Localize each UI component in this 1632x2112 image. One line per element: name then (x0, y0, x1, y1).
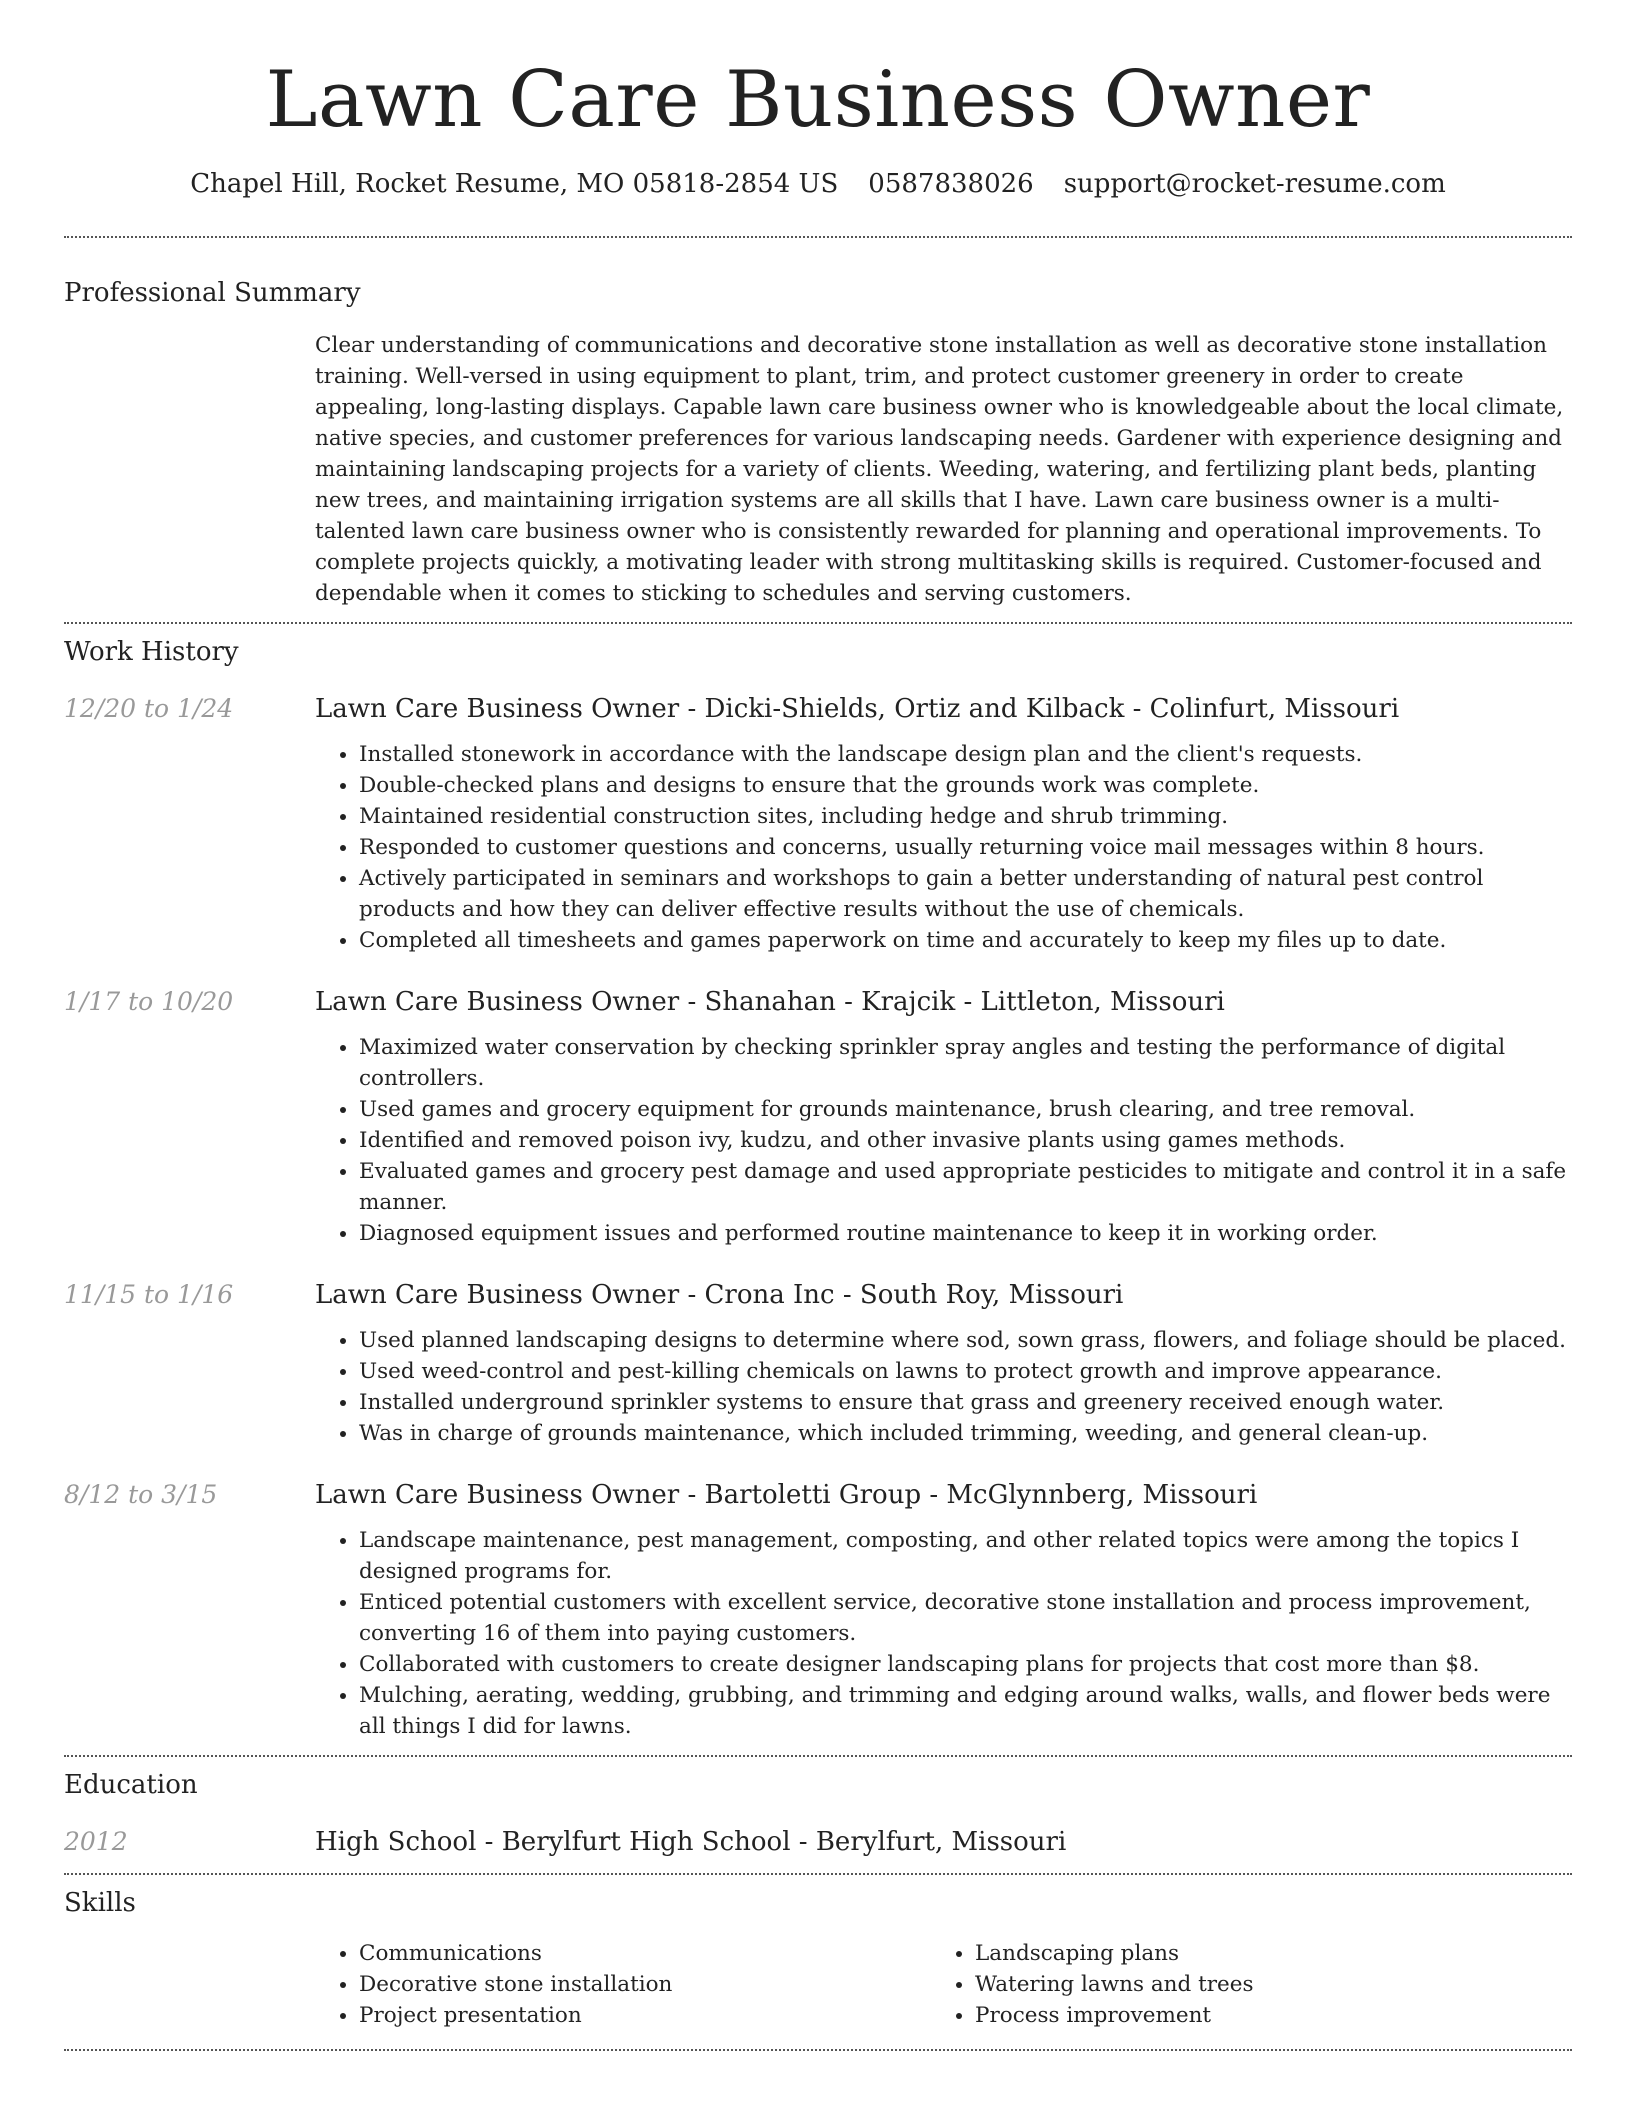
job-dates: 1/17 to 10/20 (64, 987, 234, 1016)
job-dates: 12/20 to 1/24 (64, 694, 234, 723)
education-entry (64, 1825, 1572, 1859)
list-item: • Was in charge of grounds maintenance, which included trimming, weeding, and general clean-up. (359, 1418, 1573, 1449)
job-title: Lawn Care Business Owner - Bartoletti Group - McGlynnberg, Missouri (315, 1480, 1258, 1510)
divider (64, 2049, 1572, 2051)
job-title: Lawn Care Business Owner - Dicki-Shields, Ortiz and Kilback - Colinfurt, Missouri (315, 694, 1400, 724)
section-title-education: Education (64, 1770, 198, 1800)
skills-column-2 (931, 1938, 1547, 2031)
list-item: • Enticed potential customers with excellent service, decorative stone installation and process improvement, converting 16 of them into paying customers. (359, 1587, 1573, 1649)
resume-name: Lawn Care Business Owner (265, 55, 1371, 145)
skill-item: • Watering lawns and trees (975, 1969, 1547, 2000)
job-body (315, 1525, 1573, 1742)
divider (64, 236, 1572, 238)
summary-body (315, 330, 1573, 609)
list-item: • Used planned landscaping designs to determine where sod, sown grass, flowers, and foliage should be placed. (359, 1325, 1573, 1356)
list-item: • Mulching, aerating, wedding, grubbing, and trimming and edging around walks, walls, and flower beds were all things I did for lawns. (359, 1680, 1573, 1742)
skill-item: • Decorative stone installation (359, 1969, 931, 2000)
skill-item: • Communications (359, 1938, 931, 1969)
job-header (64, 1278, 1572, 1312)
job-header (64, 692, 1572, 726)
education-year: 2012 (64, 1827, 128, 1856)
job-header (64, 1478, 1572, 1512)
summary-text: Clear understanding of communications and decorative stone installation as well as decorative stone installation training. Well-versed in using equipment to plant, trim, and protect customer greenery in order to create appealing, long-lasting displays. Capable lawn care business owner who is knowledgeable about the local climate, native species, and customer preferences for various landscaping needs. Gardener with experience designing and maintaining landscaping projects for a variety of clients. Weeding, watering, and fertilizing plant beds, planting new trees, and maintaining irrigation systems are all skills that I have. Lawn care business owner is a multi-talented lawn care business owner who is consistently rewarded for planning and operational improvements. To complete projects quickly, a motivating leader with strong multitasking skills is required. Customer-focused and dependable when it comes to sticking to schedules and serving customers. (315, 333, 1564, 606)
work-history-section (64, 635, 1572, 1742)
job-entry (64, 985, 1572, 1249)
job-title: Lawn Care Business Owner - Shanahan - Krajcik - Littleton, Missouri (315, 987, 1225, 1017)
list-item: • Collaborated with customers to create designer landscaping plans for projects that cost more than $8. (359, 1649, 1573, 1680)
skills-section (64, 1886, 1572, 2031)
education-title: High School - Berylfurt High School - Berylfurt, Missouri (315, 1827, 1067, 1857)
job-header (64, 985, 1572, 1019)
list-item: • Used games and grocery equipment for grounds maintenance, brush clearing, and tree removal. (359, 1094, 1573, 1125)
divider (64, 622, 1572, 624)
job-body (315, 1032, 1573, 1249)
list-item: • Identified and removed poison ivy, kudzu, and other invasive plants using games methods. (359, 1125, 1573, 1156)
contact-phone: 0587838026 (868, 169, 1034, 199)
job-bullets (315, 1032, 1573, 1249)
list-item: • Diagnosed equipment issues and performed routine maintenance to keep it in working order. (359, 1218, 1573, 1249)
skills-column-1 (315, 1938, 931, 2031)
section-title-skills: Skills (64, 1888, 136, 1918)
contact-email: support@rocket-resume.com (1063, 169, 1446, 199)
job-entry (64, 1278, 1572, 1449)
section-title-work-history: Work History (64, 637, 239, 667)
list-item: • Installed underground sprinkler systems to ensure that grass and greenery received enough water. (359, 1387, 1573, 1418)
job-body (315, 739, 1573, 956)
job-entry (64, 1478, 1572, 1742)
skill-item: • Project presentation (359, 2000, 931, 2031)
skills-columns (315, 1938, 1572, 2031)
divider (64, 1755, 1572, 1757)
job-bullets (315, 1325, 1573, 1449)
job-dates: 8/12 to 3/15 (64, 1480, 218, 1509)
job-entry (64, 692, 1572, 956)
education-section (64, 1768, 1572, 1859)
list-item: • Maintained residential construction sites, including hedge and shrub trimming. (359, 801, 1573, 832)
list-item: • Maximized water conservation by checking sprinkler spray angles and testing the performance of digital controllers. (359, 1032, 1573, 1094)
resume-page (64, 0, 1572, 2051)
list-item: • Evaluated games and grocery pest damage and used appropriate pesticides to mitigate and control it in a safe manner. (359, 1156, 1573, 1218)
job-title: Lawn Care Business Owner - Crona Inc - South Roy, Missouri (315, 1280, 1124, 1310)
skill-item: • Landscaping plans (975, 1938, 1547, 1969)
section-title-summary: Professional Summary (64, 278, 361, 308)
summary-section (64, 276, 1572, 609)
list-item: • Installed stonework in accordance with the landscape design plan and the client's requests. (359, 739, 1573, 770)
divider (64, 1873, 1572, 1875)
list-item: • Landscape maintenance, pest management, composting, and other related topics were among the topics I designed programs for. (359, 1525, 1573, 1587)
contact-line (64, 166, 1572, 202)
skill-item: • Process improvement (975, 2000, 1547, 2031)
list-item: • Actively participated in seminars and workshops to gain a better understanding of natural pest control products and how they can deliver effective results without the use of chemicals. (359, 863, 1573, 925)
contact-address: Chapel Hill, Rocket Resume, MO 05818-2854 US (190, 169, 839, 199)
job-dates: 11/15 to 1/16 (64, 1280, 234, 1309)
list-item: • Responded to customer questions and concerns, usually returning voice mail messages within 8 hours. (359, 832, 1573, 863)
job-body (315, 1325, 1573, 1449)
list-item: • Used weed-control and pest-killing chemicals on lawns to protect growth and improve appearance. (359, 1356, 1573, 1387)
job-bullets (315, 1525, 1573, 1742)
list-item: • Completed all timesheets and games paperwork on time and accurately to keep my files up to date. (359, 925, 1573, 956)
job-bullets (315, 739, 1573, 956)
list-item: • Double-checked plans and designs to ensure that the grounds work was complete. (359, 770, 1573, 801)
